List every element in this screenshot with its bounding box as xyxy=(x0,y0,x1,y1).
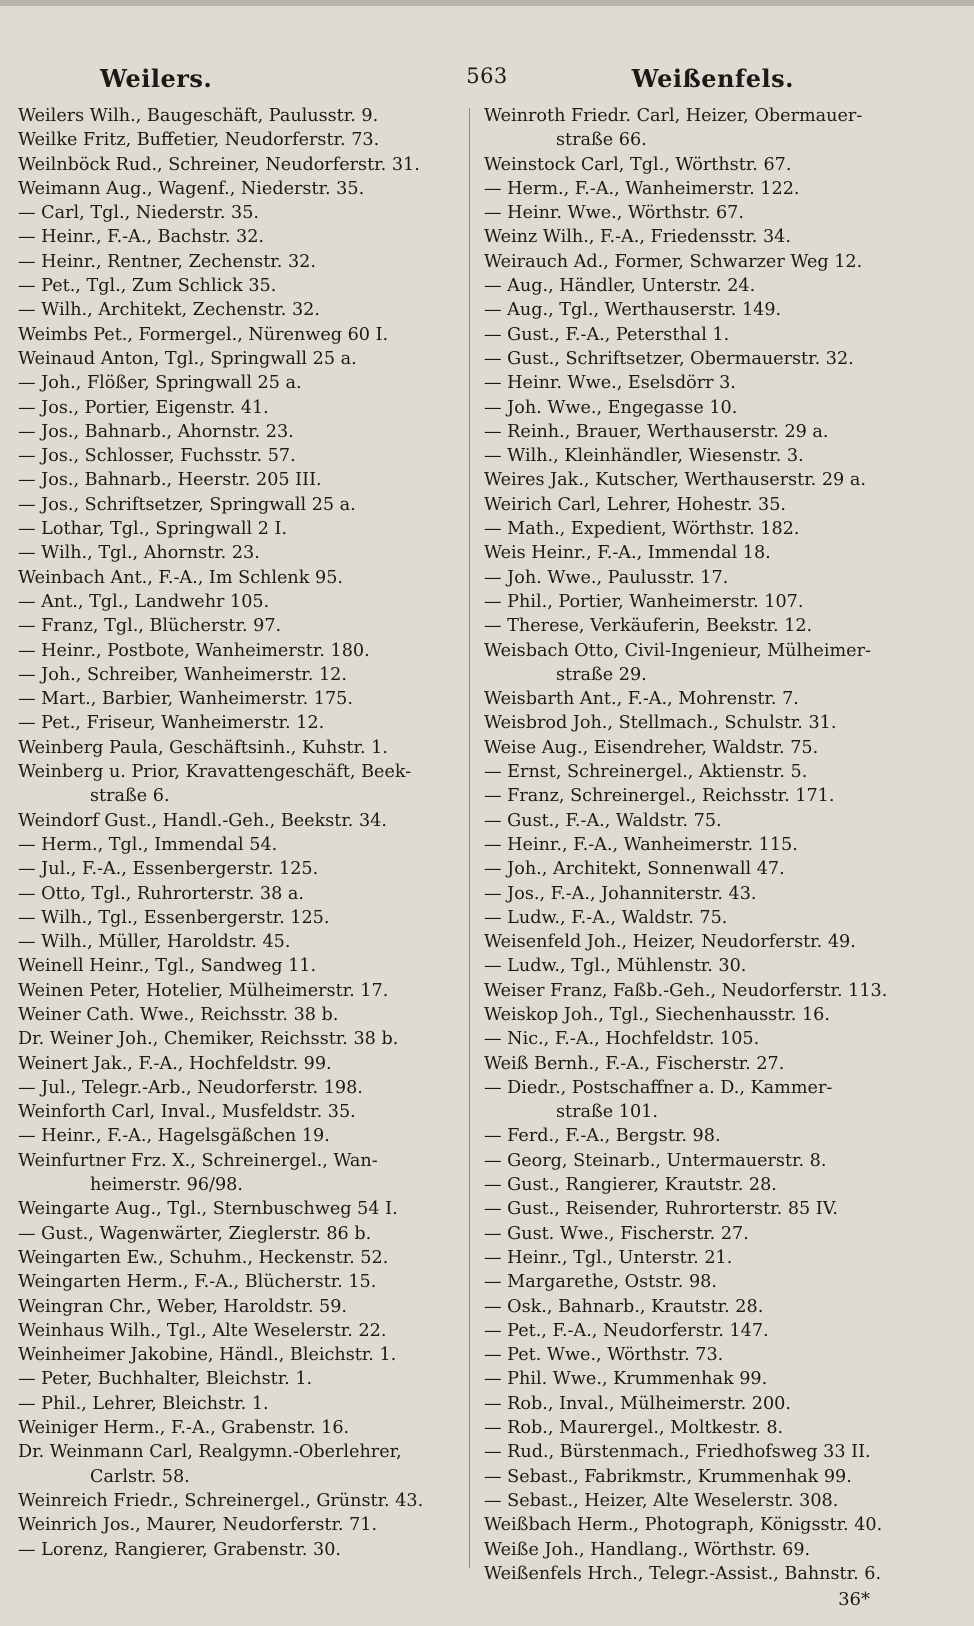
directory-entry: — Heinr., Tgl., Unterstr. 21. xyxy=(484,1247,733,1268)
directory-entry: — Jos., Bahnarb., Ahornstr. 23. xyxy=(18,421,294,442)
directory-entry: — Heinr., F.-A., Hagelsgäßchen 19. xyxy=(18,1126,330,1147)
directory-entry-continuation: straße 6. xyxy=(90,786,170,807)
column-divider xyxy=(469,108,470,1568)
directory-entry: — Otto, Tgl., Ruhrorterstr. 38 a. xyxy=(18,883,304,904)
directory-entry-continuation: heimerstr. 96/98. xyxy=(90,1175,243,1196)
directory-entry-continuation: straße 29. xyxy=(556,664,647,685)
directory-entry: — Math., Expedient, Wörthstr. 182. xyxy=(484,519,800,540)
directory-entry: — Margarethe, Oststr. 98. xyxy=(484,1272,717,1293)
directory-entry: Weiniger Herm., F.-A., Grabenstr. 16. xyxy=(18,1418,350,1439)
directory-entry: — Ant., Tgl., Landwehr 105. xyxy=(18,591,270,612)
directory-entry: — Heinr., F.-A., Bachstr. 32. xyxy=(18,227,264,248)
directory-entry: Dr. Weiner Joh., Chemiker, Reichsstr. 38 b. xyxy=(18,1029,399,1050)
directory-entry: — Peter, Buchhalter, Bleichstr. 1. xyxy=(18,1369,313,1390)
directory-entry: — Joh. Wwe., Paulusstr. 17. xyxy=(484,567,729,588)
directory-entry: Weiner Cath. Wwe., Reichsstr. 38 b. xyxy=(18,1004,339,1025)
directory-entry: Weisbach Otto, Civil-Ingenieur, Mülheimer- xyxy=(484,640,871,661)
directory-entry: — Wilh., Tgl., Essenbergerstr. 125. xyxy=(18,907,330,928)
directory-entry: — Heinr., Postbote, Wanheimerstr. 180. xyxy=(18,640,370,661)
directory-entry: Weinz Wilh., F.-A., Friedensstr. 34. xyxy=(484,227,791,248)
directory-entry: Weindorf Gust., Handl.-Geh., Beekstr. 34. xyxy=(18,810,387,831)
directory-entry: — Phil., Portier, Wanheimerstr. 107. xyxy=(484,591,804,612)
directory-entry: Weinheimer Jakobine, Händl., Bleichstr. 1. xyxy=(18,1345,397,1366)
directory-entry: Weisbrod Joh., Stellmach., Schulstr. 31. xyxy=(484,713,837,734)
directory-entry: Weinreich Friedr., Schreinergel., Grünstr. 43. xyxy=(18,1490,424,1511)
directory-entry: — Jos., Bahnarb., Heerstr. 205 III. xyxy=(18,470,322,491)
directory-entry-continuation: straße 101. xyxy=(556,1102,658,1123)
directory-entry: Weinstock Carl, Tgl., Wörthstr. 67. xyxy=(484,154,792,175)
directory-entry: — Joh. Wwe., Engegasse 10. xyxy=(484,397,738,418)
directory-entry: — Lothar, Tgl., Springwall 2 I. xyxy=(18,519,288,540)
directory-entry: — Sebast., Fabrikmstr., Krummenhak 99. xyxy=(484,1466,852,1487)
directory-entry: — Heinr., F.-A., Wanheimerstr. 115. xyxy=(484,834,798,855)
directory-entry: — Jos., Schlosser, Fuchsstr. 57. xyxy=(18,446,296,467)
directory-entry: — Ludw., Tgl., Mühlenstr. 30. xyxy=(484,956,747,977)
directory-entry: — Gust., Reisender, Ruhrorterstr. 85 IV. xyxy=(484,1199,838,1220)
directory-entry: Weiskop Joh., Tgl., Siechenhausstr. 16. xyxy=(484,1004,830,1025)
directory-entry: — Carl, Tgl., Niederstr. 35. xyxy=(18,203,260,224)
directory-entry-continuation: Carlstr. 58. xyxy=(90,1466,190,1487)
directory-entry: — Gust. Wwe., Fischerstr. 27. xyxy=(484,1223,749,1244)
directory-entry: Weinell Heinr., Tgl., Sandweg 11. xyxy=(18,956,317,977)
directory-entry: Weise Aug., Eisendreher, Waldstr. 75. xyxy=(484,737,819,758)
right-column xyxy=(484,104,956,1586)
directory-entry: — Phil., Lehrer, Bleichstr. 1. xyxy=(18,1393,269,1414)
directory-entry: Weißenfels Hrch., Telegr.-Assist., Bahnstr. 6. xyxy=(484,1563,882,1584)
directory-entry: — Gust., Rangierer, Krautstr. 28. xyxy=(484,1175,777,1196)
directory-entry: — Gust., Schriftsetzer, Obermauerstr. 32. xyxy=(484,348,854,369)
directory-entry: — Herm., F.-A., Wanheimerstr. 122. xyxy=(484,178,800,199)
directory-entry: — Reinh., Brauer, Werthauserstr. 29 a. xyxy=(484,421,829,442)
directory-entry: — Pet. Wwe., Wörthstr. 73. xyxy=(484,1345,724,1366)
header-right-catchword: Weißenfels. xyxy=(631,64,794,93)
directory-entry: — Jos., Portier, Eigenstr. 41. xyxy=(18,397,269,418)
directory-entry: — Heinr., Rentner, Zechenstr. 32. xyxy=(18,251,316,272)
page-number: 563 xyxy=(466,64,508,88)
directory-entry: Weisbarth Ant., F.-A., Mohrenstr. 7. xyxy=(484,689,799,710)
directory-entry: Weilers Wilh., Baugeschäft, Paulusstr. 9. xyxy=(18,106,379,126)
directory-entry: Weingarten Herm., F.-A., Blücherstr. 15. xyxy=(18,1272,377,1293)
directory-entry: — Wilh., Architekt, Zechenstr. 32. xyxy=(18,300,320,321)
directory-entry: Weilnböck Rud., Schreiner, Neudorferstr. 31. xyxy=(18,154,420,175)
directory-entry: — Pet., Tgl., Zum Schlick 35. xyxy=(18,276,277,297)
directory-entry: Weinberg u. Prior, Kravattengeschäft, Beek- xyxy=(18,762,412,783)
directory-entry: — Rob., Maurergel., Moltkestr. 8. xyxy=(484,1418,784,1439)
directory-entry: — Franz, Tgl., Blücherstr. 97. xyxy=(18,616,282,637)
directory-entry: — Ludw., F.-A., Waldstr. 75. xyxy=(484,907,728,928)
directory-entry: — Pet., F.-A., Neudorferstr. 147. xyxy=(484,1320,769,1341)
directory-entry: Weinhaus Wilh., Tgl., Alte Weselerstr. 22. xyxy=(18,1320,387,1341)
directory-entry: Weis Heinr., F.-A., Immendal 18. xyxy=(484,543,771,564)
directory-entry: — Osk., Bahnarb., Krautstr. 28. xyxy=(484,1296,764,1317)
directory-entry: Weiße Joh., Handlang., Wörthstr. 69. xyxy=(484,1539,811,1560)
directory-entry: — Phil. Wwe., Krummenhak 99. xyxy=(484,1369,768,1390)
directory-entry: — Heinr. Wwe., Wörthstr. 67. xyxy=(484,203,744,224)
directory-entry: — Aug., Tgl., Werthauserstr. 149. xyxy=(484,300,782,321)
directory-entry: Weimann Aug., Wagenf., Niederstr. 35. xyxy=(18,178,365,199)
directory-entry: — Sebast., Heizer, Alte Weselerstr. 308. xyxy=(484,1490,839,1511)
directory-entry: Weinforth Carl, Inval., Musfeldstr. 35. xyxy=(18,1102,356,1123)
directory-entry: Weingarten Ew., Schuhm., Heckenstr. 52. xyxy=(18,1247,389,1268)
directory-entry: — Pet., Friseur, Wanheimerstr. 12. xyxy=(18,713,325,734)
directory-entry: — Diedr., Postschaffner a. D., Kammer- xyxy=(484,1077,833,1098)
directory-entry: Weirauch Ad., Former, Schwarzer Weg 12. xyxy=(484,251,863,272)
top-edge xyxy=(0,0,974,6)
directory-entry: Weinberg Paula, Geschäftsinh., Kuhstr. 1. xyxy=(18,737,388,758)
directory-entry: — Rud., Bürstenmach., Friedhofsweg 33 II. xyxy=(484,1442,871,1463)
directory-entry: — Joh., Schreiber, Wanheimerstr. 12. xyxy=(18,664,347,685)
directory-entry: Weingarte Aug., Tgl., Sternbuschweg 54 I. xyxy=(18,1199,398,1220)
directory-entry: Weirich Carl, Lehrer, Hohestr. 35. xyxy=(484,494,787,515)
directory-entry: Weinroth Friedr. Carl, Heizer, Obermauer- xyxy=(484,106,863,126)
directory-entry: — Wilh., Müller, Haroldstr. 45. xyxy=(18,932,291,953)
page-header xyxy=(30,64,944,98)
directory-entry: — Georg, Steinarb., Untermauerstr. 8. xyxy=(484,1150,827,1171)
directory-entry: — Nic., F.-A., Hochfeldstr. 105. xyxy=(484,1029,760,1050)
directory-entry: — Joh., Architekt, Sonnenwall 47. xyxy=(484,859,785,880)
directory-entry: Dr. Weinmann Carl, Realgymn.-Oberlehrer, xyxy=(18,1442,402,1463)
directory-entry: — Mart., Barbier, Wanheimerstr. 175. xyxy=(18,689,353,710)
directory-entry: Weilke Fritz, Buffetier, Neudorferstr. 73. xyxy=(18,130,380,151)
directory-entry: — Wilh., Kleinhändler, Wiesenstr. 3. xyxy=(484,446,804,467)
directory-entry: Weisenfeld Joh., Heizer, Neudorferstr. 49. xyxy=(484,932,856,953)
directory-entry: — Ernst, Schreinergel., Aktienstr. 5. xyxy=(484,762,808,783)
directory-entry: — Aug., Händler, Unterstr. 24. xyxy=(484,276,756,297)
directory-entry: Weingran Chr., Weber, Haroldstr. 59. xyxy=(18,1296,348,1317)
directory-entry: — Gust., F.-A., Waldstr. 75. xyxy=(484,810,722,831)
directory-entry: — Jos., F.-A., Johanniterstr. 43. xyxy=(484,883,757,904)
directory-entry: — Lorenz, Rangierer, Grabenstr. 30. xyxy=(18,1539,342,1560)
directory-entry: — Jos., Schriftsetzer, Springwall 25 a. xyxy=(18,494,356,515)
directory-entry: — Gust., Wagenwärter, Zieglerstr. 86 b. xyxy=(18,1223,372,1244)
directory-entry: Weiser Franz, Faßb.-Geh., Neudorferstr. 113. xyxy=(484,980,888,1001)
directory-entry: Weinrich Jos., Maurer, Neudorferstr. 71. xyxy=(18,1515,378,1536)
signature-mark: 36* xyxy=(838,1589,870,1610)
directory-entry: — Wilh., Tgl., Ahornstr. 23. xyxy=(18,543,260,564)
directory-entry: — Gust., F.-A., Petersthal 1. xyxy=(484,324,730,345)
directory-entry: Weißbach Herm., Photograph, Königsstr. 40. xyxy=(484,1515,883,1536)
directory-entry: — Joh., Flößer, Springwall 25 a. xyxy=(18,373,302,394)
directory-entry: — Herm., Tgl., Immendal 54. xyxy=(18,834,278,855)
directory-entry: Weinaud Anton, Tgl., Springwall 25 a. xyxy=(18,348,357,369)
directory-entry: — Heinr. Wwe., Eselsdörr 3. xyxy=(484,373,736,394)
directory-entry: — Ferd., F.-A., Bergstr. 98. xyxy=(484,1126,721,1147)
left-column xyxy=(18,104,456,1562)
directory-entry: Weiß Bernh., F.-A., Fischerstr. 27. xyxy=(484,1053,785,1074)
directory-entry: — Jul., Telegr.-Arb., Neudorferstr. 198. xyxy=(18,1077,363,1098)
directory-entry: Weinfurtner Frz. X., Schreinergel., Wan- xyxy=(18,1150,378,1171)
directory-entry: Weires Jak., Kutscher, Werthauserstr. 29 a. xyxy=(484,470,866,491)
directory-entry: Weinen Peter, Hotelier, Mülheimerstr. 17. xyxy=(18,980,389,1001)
directory-entry: Weinert Jak., F.-A., Hochfeldstr. 99. xyxy=(18,1053,332,1074)
directory-entry-continuation: straße 66. xyxy=(556,130,647,151)
directory-entry: — Therese, Verkäuferin, Beekstr. 12. xyxy=(484,616,813,637)
directory-entry: — Jul., F.-A., Essenbergerstr. 125. xyxy=(18,859,319,880)
directory-entry: Weimbs Pet., Formergel., Nürenweg 60 I. xyxy=(18,324,389,345)
header-left-catchword: Weilers. xyxy=(100,64,213,93)
directory-entry: — Franz, Schreinergel., Reichsstr. 171. xyxy=(484,786,835,807)
directory-entry: — Rob., Inval., Mülheimerstr. 200. xyxy=(484,1393,791,1414)
directory-entry: Weinbach Ant., F.-A., Im Schlenk 95. xyxy=(18,567,343,588)
